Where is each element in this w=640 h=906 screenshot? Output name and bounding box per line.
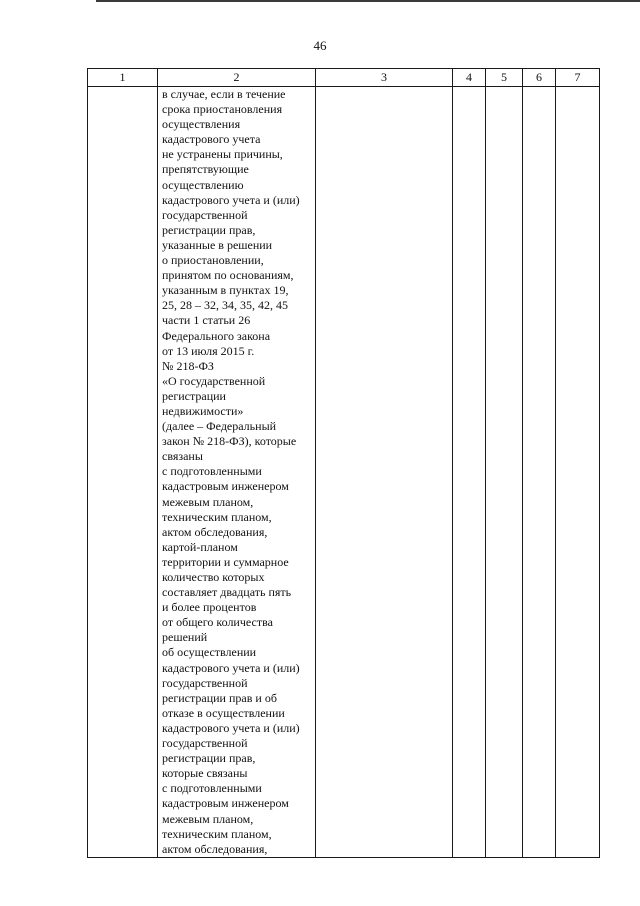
cell-col1 <box>88 87 158 858</box>
cell-col2 <box>158 87 316 858</box>
column-header-4: 4 <box>453 69 486 87</box>
cell-col5 <box>486 87 523 858</box>
text-line: с подготовленными <box>162 464 262 479</box>
text-line: регистрации прав, <box>162 222 256 237</box>
text-line: не устранены причины, <box>162 147 283 162</box>
text-line: в случае, если в течение <box>162 87 286 101</box>
top-edge-rule <box>96 0 640 2</box>
text-line: государственной <box>162 207 248 222</box>
text-line: государственной <box>162 675 248 690</box>
cell-col3 <box>316 87 453 858</box>
text-line: от 13 июля 2015 г. <box>162 343 255 358</box>
text-line: связаны <box>162 449 203 464</box>
text-line: государственной <box>162 736 248 751</box>
column-header-5: 5 <box>486 69 523 87</box>
cell-col2-text <box>162 87 315 857</box>
cell-col7 <box>556 87 600 858</box>
column-header-7: 7 <box>556 69 600 87</box>
text-line: закон № 218-ФЗ), которые <box>162 434 297 449</box>
column-header-3: 3 <box>316 69 453 87</box>
text-line: «О государственной <box>162 373 266 388</box>
text-line: территории и суммарное <box>162 554 289 569</box>
text-line: межевым планом, <box>162 811 254 826</box>
column-header-6: 6 <box>523 69 556 87</box>
page-number: 46 <box>313 38 327 53</box>
text-line: кадастрового учета и (или) <box>162 192 300 207</box>
text-line: о приостановлении, <box>162 253 264 268</box>
text-line: картой-планом <box>162 539 238 554</box>
document-table <box>87 68 600 858</box>
text-line: указанным в пунктах 19, <box>162 283 289 298</box>
text-line: отказе в осуществлении <box>162 705 285 720</box>
text-line: регистрации прав и об <box>162 690 277 705</box>
text-line: Федерального закона <box>162 328 271 343</box>
text-line: кадастрового учета и (или) <box>162 720 300 735</box>
text-line: срока приостановления <box>162 102 283 117</box>
text-line: кадастрового учета и (или) <box>162 660 300 675</box>
text-line: которые связаны <box>162 766 248 781</box>
text-line: № 218-ФЗ <box>162 358 214 373</box>
text-line: осуществления <box>162 117 241 132</box>
text-line: техническим планом, <box>162 509 272 524</box>
text-line: регистрации прав, <box>162 751 256 766</box>
cell-col4 <box>453 87 486 858</box>
text-line: кадастровым инженером <box>162 796 289 811</box>
text-line: и более процентов <box>162 600 257 615</box>
table-row <box>88 87 600 858</box>
cell-col6 <box>523 87 556 858</box>
text-line: межевым планом, <box>162 494 254 509</box>
text-line: количество которых <box>162 570 265 584</box>
text-line: кадастровым инженером <box>162 479 289 494</box>
text-line: актом обследования, <box>162 841 268 856</box>
text-line: (далее – Федеральный <box>162 419 277 434</box>
text-line: от общего количества <box>162 615 273 630</box>
text-line: с подготовленными <box>162 781 262 796</box>
text-line: регистрации <box>162 388 226 403</box>
text-line: кадастрового учета <box>162 132 261 147</box>
text-line: части 1 статьи 26 <box>162 313 251 328</box>
text-line: принятом по основаниям, <box>162 268 294 283</box>
text-line: указанные в решении <box>162 237 273 252</box>
text-line: об осуществлении <box>162 645 257 660</box>
text-line: 25, 28 – 32, 34, 35, 42, 45 <box>162 298 288 313</box>
text-line: актом обследования, <box>162 524 268 539</box>
text-line: составляет двадцать пять <box>162 585 292 600</box>
text-line: препятствующие <box>162 162 249 177</box>
text-line: недвижимости» <box>162 403 244 418</box>
column-header-2: 2 <box>158 69 316 87</box>
text-line: техническим планом, <box>162 826 272 841</box>
table-header-row <box>88 69 600 87</box>
column-header-1: 1 <box>88 69 158 87</box>
text-line: решений <box>162 630 208 645</box>
text-line: осуществлению <box>162 177 244 192</box>
